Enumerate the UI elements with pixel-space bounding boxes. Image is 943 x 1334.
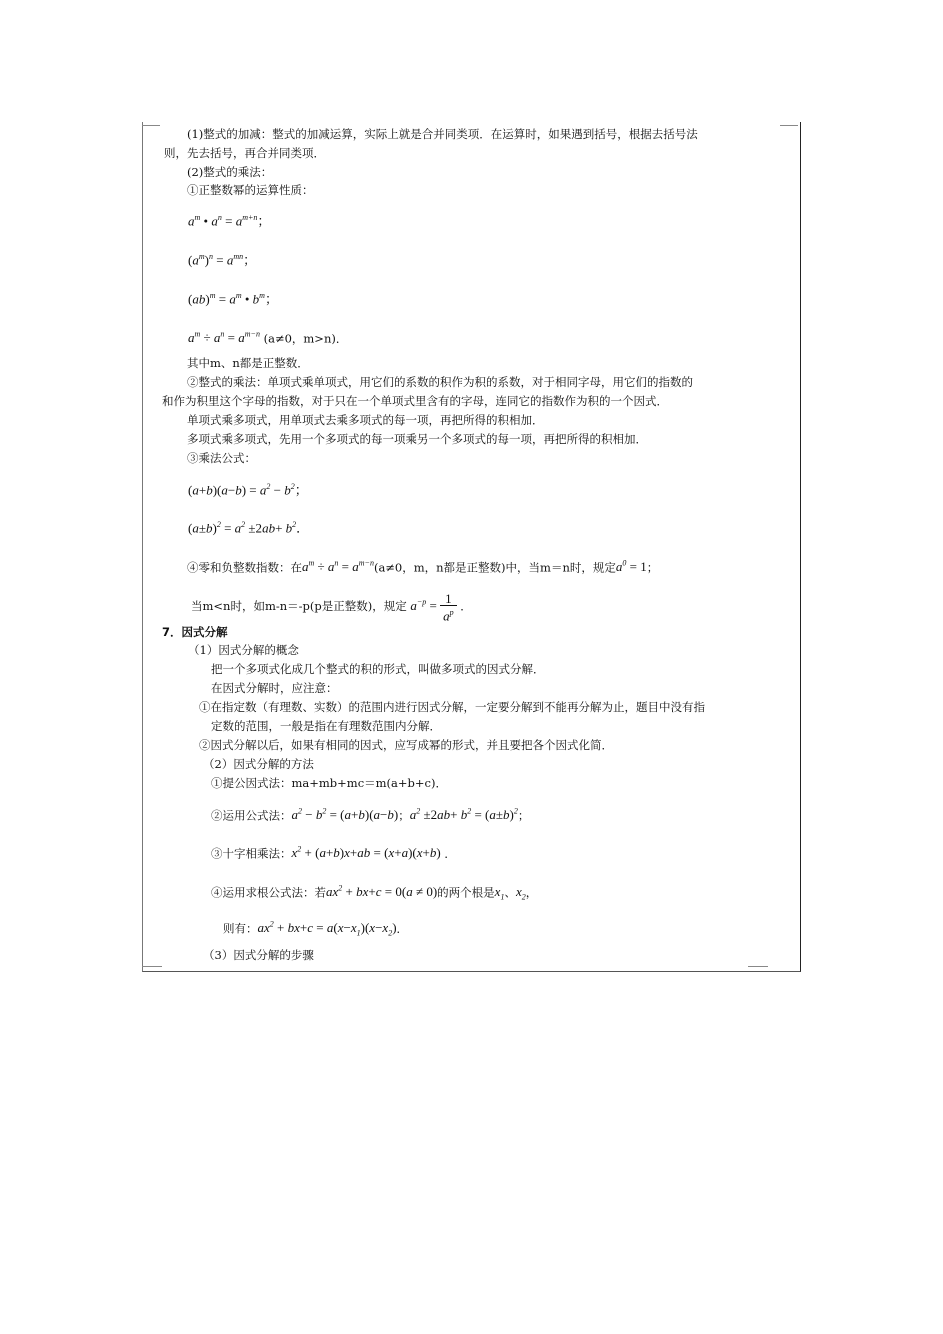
section-heading: 7．因式分解 bbox=[162, 625, 228, 639]
text-line: ②整式的乘法：单项式乘单项式，用它们的系数的积作为积的系数，对于相同字母，用它们的指数的 bbox=[187, 375, 693, 389]
text-line: 定数的范围，一般是指在有理数范围内分解． bbox=[211, 719, 441, 733]
negative-exponent-line: 当m<n时，如m-n＝-p(p是正整数)，规定 $a^{-p}$ = $\frac{1}{a^p}$ ． bbox=[191, 591, 472, 624]
text-line: 多项式乘多项式，先用一个多项式的每一项乘另一个多项式的每一项，再把所得的积相加． bbox=[187, 432, 647, 446]
frame-corner-mark bbox=[142, 125, 160, 126]
text-line: ①正整数幂的运算性质： bbox=[187, 183, 314, 197]
frame-corner-mark bbox=[142, 966, 162, 967]
frame-corner-mark bbox=[748, 966, 768, 967]
text-line: 其中m、n都是正整数． bbox=[187, 356, 309, 370]
text-line: 单项式乘多项式，用单项式去乘多项式的每一项，再把所得的积相加． bbox=[187, 413, 544, 427]
text-line: ①提公因式法：ma+mb+mc＝m(a+b+c)． bbox=[211, 776, 447, 790]
text-line: (1)整式的加减：整式的加减运算，实际上就是合并同类项．在运算时，如果遇到括号，根据去括号法 bbox=[187, 127, 698, 141]
formula-power-of-product: $(ab)^m = a^m$ • $b^m$； bbox=[188, 291, 278, 307]
zero-neg-label: ④零和负整数指数：在 bbox=[187, 560, 302, 575]
text-line: 则，先去括号，再合并同类项． bbox=[164, 146, 325, 160]
root-method-label: ④运用求根公式法：若 bbox=[211, 885, 326, 900]
when-label: 当m<n时，如m-n＝-p(p是正整数)，规定 bbox=[191, 599, 407, 614]
root-tail-label: 的两个根是 bbox=[437, 885, 495, 900]
formula-method-label: ②运用公式法： bbox=[211, 808, 292, 823]
formula-difference-of-squares: $(a+b)(a-b) = a^2 - b^2$； bbox=[188, 482, 308, 498]
cross-method-label: ③十字相乘法： bbox=[211, 846, 292, 861]
text-line: (2)整式的乘法： bbox=[187, 165, 273, 179]
text-line: ①在指定数（有理数、实数）的范围内进行因式分解，一定要分解到不能再分解为止，题目中没有指 bbox=[199, 700, 705, 714]
text-line: （3）因式分解的步骤 bbox=[203, 948, 314, 962]
text-line: ③乘法公式： bbox=[187, 451, 256, 465]
zero-negative-exponent-line: ④零和负整数指数：在$a^m \div a^n = a^{m-n}(a\ne 0$，m，n都是正整数)中，当m＝n时，规定$a^0 = 1$； bbox=[187, 559, 659, 575]
quotient-condition: (a≠0，m>n)． bbox=[263, 331, 348, 346]
text-line: 在因式分解时，应注意： bbox=[211, 681, 338, 695]
formula-method-line: ②运用公式法：$a^2 - b^2 = (a+b)(a-b)$；$a^2 \pm 2ab+ b^2 = (a\pm b)^2$； bbox=[211, 807, 530, 823]
zero-neg-condition: (a≠0，m，n都是正整数)中，当m＝n时，规定 bbox=[373, 560, 616, 575]
text-line: 把一个多项式化成几个整式的积的形式，叫做多项式的因式分解． bbox=[211, 662, 545, 676]
frame-corner-mark bbox=[780, 125, 798, 126]
root-method-line: ④运用求根公式法：若$ax^2 + bx+c = 0(a \ne 0)$的两个根是$x_1$、$x_2$， bbox=[211, 884, 538, 902]
formula-product-powers: $a^m$ • $a^n = a^{m+n}$； bbox=[188, 213, 271, 229]
formula-perfect-square: $(a\pm b)^2 = a^2 \pm 2ab+ b^2$． bbox=[188, 520, 310, 536]
text-line: （1）因式分解的概念 bbox=[188, 643, 299, 657]
formula-quotient-powers: $a^m \div a^n = a^{m-n}$ (a≠0，m>n)． bbox=[188, 330, 348, 346]
formula-power-of-power: $(a^m)^n = a^{mn}$； bbox=[188, 252, 257, 268]
root-factor-line: 则有：$ax^2 + bx+c = a(x-x_1)(x-x_2)$． bbox=[223, 920, 409, 938]
then-label: 则有： bbox=[223, 921, 258, 936]
text-line: ②因式分解以后，如果有相同的因式，应写成幂的形式，并且要把各个因式化简． bbox=[199, 738, 613, 752]
text-line: 和作为积里这个字母的指数，对于只在一个单项式里含有的字母，连同它的指数作为积的一个因式． bbox=[162, 394, 668, 408]
cross-method-line: ③十字相乘法：$x^2 + (a+b)x+ab = (x+a)(x+b)$ ． bbox=[211, 845, 456, 861]
text-line: （2）因式分解的方法 bbox=[203, 757, 314, 771]
